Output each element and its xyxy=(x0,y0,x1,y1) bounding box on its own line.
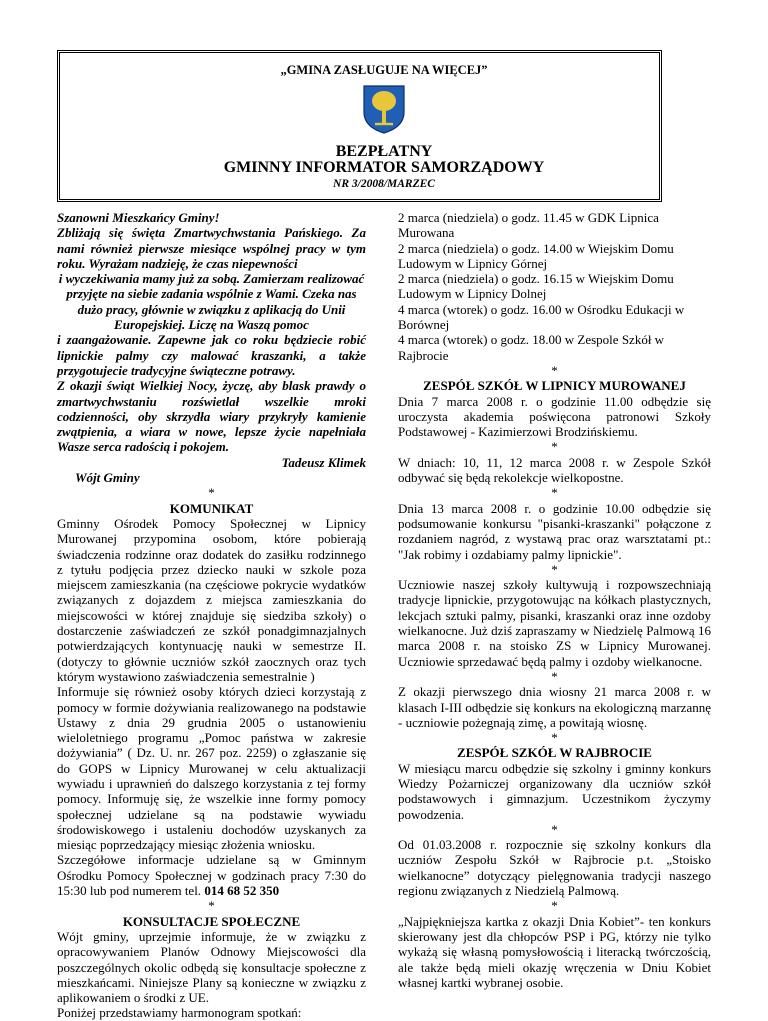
separator-star: * xyxy=(208,898,215,914)
zs-rajbrot-title: ZESPÓŁ SZKÓŁ W RAJBROCIE xyxy=(457,745,652,761)
title-line2: GMINNY INFORMATOR SAMORZĄDOWY xyxy=(223,159,545,176)
phone-number: 014 68 52 350 xyxy=(204,883,280,899)
news-item: Od 01.03.2008 r. rozpocznie się szkolny konkurs dla uczniów Zespołu Szkół w Rajbrocie p.t. „Stoisko wielkanocne” dotyczący pielęgnowania tradycji naszego regionu związanych z Niedzielą Palmową. xyxy=(398,837,711,899)
title-line1: BEZPŁATNY xyxy=(335,143,433,160)
schedule-item: 2 marca (niedziela) o godz. 11.45 w GDK Lipnica Murowana xyxy=(398,210,659,241)
separator-star: * xyxy=(551,362,558,378)
signature-name: Tadeusz Klimek xyxy=(281,454,366,470)
zs-lipnica-title: ZESPÓŁ SZKÓŁ W LIPNICY MUROWANEJ xyxy=(423,378,686,394)
news-item: Dnia 7 marca 2008 r. o godzinie 11.00 odbędzie się uroczysta akademia poświęcona patronowi Szkoły Podstawowej - Kazimierzowi Brodzińskiemu. xyxy=(398,393,711,440)
greeting-paragraph: i zaangażowanie. Zapewne jak co roku będziecie robić lipnickie palmy czy malować kraszanki, a także przygotujecie tradycyjne świąteczne potrawy. xyxy=(57,332,366,378)
separator-star: * xyxy=(551,730,558,746)
komunikat-body: Szczegółowe informacje udzielane są w Gminnym Ośrodku Pomocy Społecznej w godzinach pracy 7:30 do 15:30 lub pod numerem tel. 014 68 52 350 xyxy=(57,852,366,899)
separator-star: * xyxy=(208,485,215,501)
konsultacje-body: Poniżej przedstawiamy harmonogram spotkań: xyxy=(57,1005,302,1021)
news-item: W dniach: 10, 11, 12 marca 2008 r. w Zespole Szkół odbywać się będą rekolekcje wielkopostne. xyxy=(398,454,711,486)
left-column xyxy=(57,210,366,1021)
news-item: W miesiącu marcu odbędzie się szkolny i gminny konkurs Wiedzy Pożarniczej organizowany dla uczniów szkół podstawowych i gimnazjum. Uczestnikom życzymy powodzenia. xyxy=(398,760,711,822)
greeting-paragraph: Zbliżają się święta Zmartwychwstania Pańskiego. Za nami również pierwsze miesiące wspólnej pracy w tym roku. Wyrażam nadzieję, że czas niepewności xyxy=(57,225,366,271)
greeting-paragraph: i wyczekiwania mamy już za sobą. Zamierzam realizować przyjęte na siebie zadania wspólnie z Wami. Czeka nas dużo pracy, głównie w związku z aplikacją do Unii Europejskiej. Liczę na Waszą pomoc xyxy=(58,271,365,333)
greeting-line: Szanowni Mieszkańcy Gminy! xyxy=(57,210,220,225)
news-item: „Najpiękniejsza kartka z okazji Dnia Kobiet”- ten konkurs skierowany jest dla chłopców PSP i PG, którzy nie tylko wykażą się własną pomysłowością i literacką twórczością, ale także będą mieli okazję wręczenia w Dniu Kobiet własnej kartki wybranej osobie. xyxy=(398,913,711,990)
news-item: Uczniowie naszej szkoły kultywują i rozpowszechniają tradycje lipnickie, przygotowując na kółkach plastycznych, lekcjach sztuki palmy, pisanki, kraszanki oraz inne ozdoby wielkanocne. Już dziś zapraszamy w Niedzielę Palmową 16 marca 2008 r. na stoisko ZS w Lipnicy Murowanej. Uczniowie sprzedawać będą palmy i ozdoby wielkanocne. xyxy=(398,577,711,669)
separator-star: * xyxy=(551,668,558,684)
schedule-item: 2 marca (niedziela) o godz. 16.15 w Wiejskim Domu Ludowym w Lipnicy Dolnej xyxy=(398,271,674,302)
right-column xyxy=(398,210,711,990)
konsultacje-title: KONSULTACJE SPOŁECZNE xyxy=(122,913,301,929)
konsultacje-body: Wójt gminy, uprzejmie informuje, że w związku z opracowywaniem Planów Odnowy Miejscowości dla poszczególnych okolic odbędą się konsultacje społeczne z mieszkańcami. Niniejsze Plany są konieczne w związku z aplikowaniem o środki z UE. xyxy=(57,928,366,1006)
komunikat-title: KOMUNIKAT xyxy=(169,500,254,516)
separator-star: * xyxy=(551,821,558,837)
separator-star: * xyxy=(551,561,558,577)
schedule-item: 4 marca (wtorek) o godz. 16.00 w Ośrodku Edukacji w Borównej xyxy=(398,301,685,333)
separator-star: * xyxy=(551,485,558,501)
signature-role: Wójt Gminy xyxy=(75,470,140,486)
komunikat-body: Gminny Ośrodek Pomocy Społecznej w Lipnicy Murowanej przypomina osobom, które pobierają świadczenia rodzinne oraz dodatek do zasiłku rodzinnego z tytułu podjęcia przez dziecko nauki w szkole poza miejscem zamieszkania (na częściowe pokrycie wydatków związanych z dojazdem z miejsca zamieszkania do miejscowości w której znajduje się siedziba szkoły) o dostarczenie zaświadczeń ze szkół ponadgimnazjalnych potwierdzających kontynuację nauki w semestrze II. (dotyczy to głównie uczniów szkół zaocznych oraz tych którym wystawiono zaświadczenia semestralnie ) xyxy=(57,515,366,684)
separator-star: * xyxy=(551,439,558,455)
news-item: Dnia 13 marca 2008 r. o godzinie 10.00 odbędzie się podsumowanie konkursu "pisanki-kraszanki" połączone z rozdaniem nagród, z wystawą prac oraz warsztatami pt.: "Jak robimy i ozdabiamy palmy lipnickie". xyxy=(398,500,711,562)
schedule-item: 2 marca (niedziela) o godz. 14.00 w Wiejskim Domu Ludowym w Lipnicy Górnej xyxy=(398,240,674,271)
komunikat-body: Informuje się również osoby których dzieci korzystają z pomocy w formie dożywiania realizowanego na podstawie Ustawy z dnia 29 grudnia 2005 o ustanowieniu wieloletniego programu „Pomoc państwa w zakresie dożywiania” ( Dz. U. nr. 267 poz. 2259) o zgłaszanie się do GOPS w Lipnicy Murowanej w celu aktualizacji wywiadu i uprawnień do dalszego korzystania z tej formy pomocy. Informuję się, że wszelkie inne formy pomocy społecznej udzielane są na podstawie wywiadu środowiskowego i ustaleniu dochodów uzyskanych za miesiąc poprzedzający miesiąc złożenia wniosku. xyxy=(57,684,366,853)
tree-coat-of-arms-icon xyxy=(361,84,407,134)
schedule-item: 4 marca (wtorek) o godz. 18.00 w Zespole Szkół w Rajbrocie xyxy=(398,332,665,363)
separator-star: * xyxy=(551,898,558,914)
issue-number: NR 3/2008/MARZEC xyxy=(333,178,435,190)
motto: „GMINA ZASŁUGUJE NA WIĘCEJ” xyxy=(280,63,488,77)
news-item: Z okazji pierwszego dnia wiosny 21 marca 2008 r. w klasach I-III odbędzie się konkurs na ekologiczną marzannę - uczniowie pożegnają zimę, a powitają wiosnę. xyxy=(398,684,711,730)
greeting-paragraph: Z okazji świąt Wielkiej Nocy, życzę, aby blask prawdy o zmartwychwstaniu rozświetlał wszelkie mroki codzienności, oby skrzydła wiary przykryły kamienie zwątpienia, a wiara w nowe, lepsze życie napełniała Wasze serca radością i pokojem. xyxy=(57,378,366,455)
